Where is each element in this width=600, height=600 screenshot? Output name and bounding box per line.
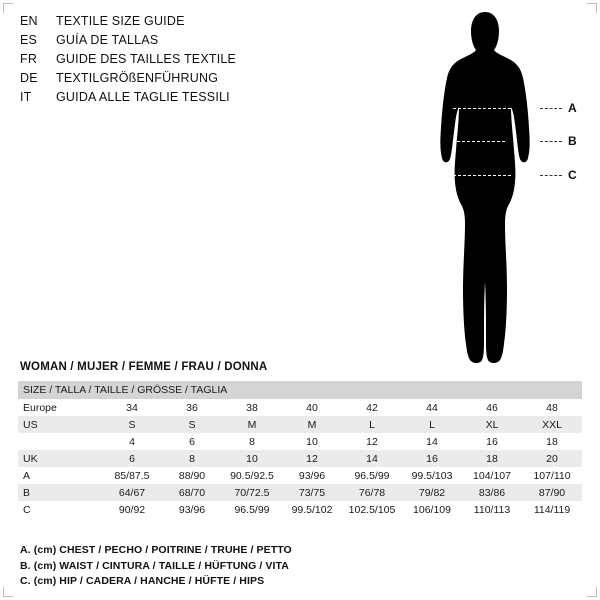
cell: 85/87.5 (102, 467, 162, 484)
cell: 102.5/105 (342, 501, 402, 518)
cell: 68/70 (162, 484, 222, 501)
waist-measure-line-inner (457, 141, 505, 142)
chest-measure-line-outer (540, 108, 562, 109)
cell: 106/109 (402, 501, 462, 518)
hip-measure-line-outer (540, 175, 562, 176)
cell: 88/90 (162, 467, 222, 484)
cell: 96.5/99 (222, 501, 282, 518)
cell: 93/96 (282, 467, 342, 484)
cell: 44 (402, 399, 462, 416)
corner-mark-bottom-right (587, 587, 597, 597)
female-silhouette-icon (430, 10, 540, 368)
language-title: GUIDA ALLE TAGLIE TESSILI (56, 90, 230, 104)
cell: 6 (102, 450, 162, 467)
cell: 99.5/102 (282, 501, 342, 518)
measure-label-c: C (568, 168, 577, 182)
cell: 46 (462, 399, 522, 416)
language-row (20, 71, 350, 90)
language-row (20, 52, 350, 71)
cell: XXL (522, 416, 582, 433)
cell: 110/113 (462, 501, 522, 518)
cell: 87/90 (522, 484, 582, 501)
cell: 16 (402, 450, 462, 467)
cell: M (282, 416, 342, 433)
chest-measure-line-inner (453, 108, 511, 109)
row-label: C (18, 501, 102, 518)
row-label: A (18, 467, 102, 484)
cell: 34 (102, 399, 162, 416)
cell: 12 (282, 450, 342, 467)
table-row (18, 467, 582, 484)
cell: 14 (342, 450, 402, 467)
cell: 8 (222, 433, 282, 450)
note-hip: C. (cm) HIP / CADERA / HANCHE / HÜFTE / HIPS (20, 575, 265, 587)
note-chest: A. (cm) CHEST / PECHO / POITRINE / TRUHE / PETTO (20, 544, 292, 556)
row-label: US (18, 416, 102, 433)
cell: 42 (342, 399, 402, 416)
row-label: UK (18, 450, 102, 467)
cell: 79/82 (402, 484, 462, 501)
cell: 6 (162, 433, 222, 450)
cell: 96.5/99 (342, 467, 402, 484)
cell: 16 (462, 433, 522, 450)
cell: 90.5/92.5 (222, 467, 282, 484)
cell: 4 (102, 433, 162, 450)
cell: 8 (162, 450, 222, 467)
language-code: DE (20, 71, 38, 85)
cell: 20 (522, 450, 582, 467)
cell: 18 (522, 433, 582, 450)
language-title: TEXTILGRÖßENFÜHRUNG (56, 71, 219, 85)
language-code: EN (20, 14, 38, 28)
cell: S (162, 416, 222, 433)
corner-mark-top-left (3, 3, 13, 13)
cell: 36 (162, 399, 222, 416)
language-title: TEXTILE SIZE GUIDE (56, 14, 185, 28)
size-table (18, 381, 582, 518)
cell: 107/110 (522, 467, 582, 484)
language-code: ES (20, 33, 38, 47)
table-row (18, 501, 582, 518)
cell: 10 (222, 450, 282, 467)
cell: L (342, 416, 402, 433)
table-header-label: SIZE / TALLA / TAILLE / GRÖSSE / TAGLIA (18, 381, 582, 399)
table-row (18, 399, 582, 416)
cell: 14 (402, 433, 462, 450)
language-row (20, 33, 350, 52)
language-title-list (20, 14, 350, 109)
cell: 70/72.5 (222, 484, 282, 501)
language-row (20, 90, 350, 109)
hip-measure-line-inner (453, 175, 511, 176)
cell: 114/119 (522, 501, 582, 518)
language-title: GUIDE DES TAILLES TEXTILE (56, 52, 237, 66)
language-code: FR (20, 52, 38, 66)
cell: 73/75 (282, 484, 342, 501)
cell: 83/86 (462, 484, 522, 501)
row-label: B (18, 484, 102, 501)
cell: 40 (282, 399, 342, 416)
cell: S (102, 416, 162, 433)
table-row (18, 450, 582, 467)
row-label: Europe (18, 399, 102, 416)
language-title: GUÍA DE TALLAS (56, 33, 159, 47)
cell: M (222, 416, 282, 433)
table-header-row (18, 381, 582, 399)
cell: 18 (462, 450, 522, 467)
row-label (18, 433, 102, 450)
corner-mark-bottom-left (3, 587, 13, 597)
female-figure-diagram (400, 10, 590, 370)
measurement-notes (20, 543, 520, 590)
language-row (20, 14, 350, 33)
cell: 90/92 (102, 501, 162, 518)
waist-measure-line-outer (540, 141, 562, 142)
cell: XL (462, 416, 522, 433)
cell: 104/107 (462, 467, 522, 484)
cell: 64/67 (102, 484, 162, 501)
measure-label-b: B (568, 134, 577, 148)
table-row (18, 484, 582, 501)
language-code: IT (20, 90, 32, 104)
cell: L (402, 416, 462, 433)
cell: 99.5/103 (402, 467, 462, 484)
table-row (18, 416, 582, 433)
note-waist: B. (cm) WAIST / CINTURA / TAILLE / HÜFTUNG / VITA (20, 559, 289, 572)
size-table-container (18, 381, 582, 518)
cell: 12 (342, 433, 402, 450)
section-title: WOMAN / MUJER / FEMME / FRAU / DONNA (20, 361, 268, 373)
table-row (18, 433, 582, 450)
cell: 38 (222, 399, 282, 416)
cell: 48 (522, 399, 582, 416)
cell: 76/78 (342, 484, 402, 501)
cell: 93/96 (162, 501, 222, 518)
measure-label-a: A (568, 101, 577, 115)
cell: 10 (282, 433, 342, 450)
